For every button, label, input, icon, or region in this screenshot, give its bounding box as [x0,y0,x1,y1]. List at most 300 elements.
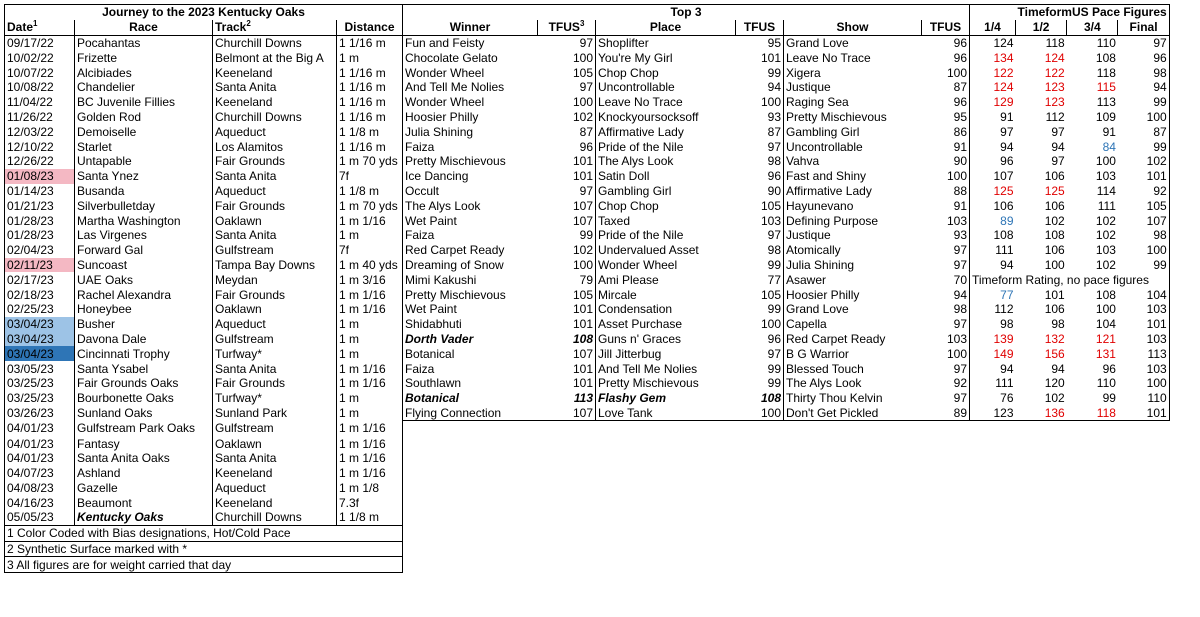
pace-final-cell: 100 [1118,376,1169,391]
pace-q3-cell: 102 [1095,257,1116,272]
pace-final-cell: 110 [1118,391,1169,406]
show-cell: Grand Love [784,302,922,317]
empty-cell [596,510,736,525]
winner-cell: Faiza [405,228,435,243]
distance-cell: 1 m 40 yds [337,258,403,273]
winner-cell: Chocolate Gelato [405,50,498,65]
empty-cell [403,510,538,525]
distance-cell: 1 m [337,332,403,347]
empty-cell [922,510,970,525]
place-tfus-cell: 100 [760,95,781,110]
empty-cell [596,481,736,496]
sheet-title: Journey to the 2023 Kentucky Oaks [5,5,403,20]
show-cell: Hoosier Philly [784,287,922,302]
pace-q1-cell: 149 [993,346,1014,361]
pace-q2-cell: 98 [1051,317,1065,332]
show-tfus-cell: 91 [922,198,970,213]
distance-cell: 1 m 70 yds [337,198,403,213]
table-row [5,228,1170,243]
winner-cell: Botanical [405,346,455,361]
date-cell: 02/11/23 [5,258,75,273]
show-tfus-cell: 70 [922,272,970,287]
distance-cell: 1 m 1/16 [337,213,403,228]
pace-q1-cell: 111 [995,243,1014,258]
date-cell: 01/08/23 [5,169,75,184]
winner-cell: Dreaming of Snow [405,257,504,272]
race-cell: Untapable [75,154,213,169]
show-tfus-cell: 103 [922,332,970,347]
track-cell: Fair Grounds [213,287,337,302]
race-cell: Busanda [75,184,213,199]
show-tfus-cell: 97 [922,391,970,406]
show-cell: Defining Purpose [784,213,922,228]
pace-q1-cell: 94 [1000,257,1014,272]
empty-cell [1118,495,1169,510]
place-cell: Pride of the Nile [596,139,736,154]
empty-cell [922,421,970,436]
pace-q2-cell: 122 [1044,65,1065,80]
place-tfus-cell: 98 [767,154,781,169]
empty-cell [736,421,784,436]
place-tfus-cell: 97 [767,228,781,243]
table-row [5,332,1170,347]
pace-q2-cell: 102 [1044,213,1065,228]
date-cell: 01/28/23 [5,213,75,228]
header-winner: Winner [403,20,538,35]
track-cell: Gulfstream [213,332,337,347]
distance-cell: 1 1/8 m [337,184,403,199]
empty-cell [1067,436,1118,451]
track-cell: Los Alamitos [213,139,337,154]
empty-cell [1016,421,1067,436]
show-cell: Julia Shining [784,258,922,273]
pace-q3-cell: 100 [1095,154,1116,169]
show-tfus-cell: 96 [922,35,970,50]
track-cell: Tampa Bay Downs [213,258,337,273]
date-cell: 02/04/23 [5,243,75,258]
empty-cell [970,495,1016,510]
header-q3: 3/4 [1067,20,1118,35]
distance-cell: 1 m 1/16 [337,287,403,302]
pace-q2-cell: 106 [1044,302,1065,317]
place-cell: Asset Purchase [596,317,736,332]
empty-cell [538,495,596,510]
place-cell: Guns n' Graces [596,332,736,347]
track-cell: Belmont at the Big A [213,50,337,65]
race-cell: Santa Ynez [75,169,213,184]
race-cell: Las Virgenes [75,228,213,243]
place-tfus-cell: 100 [736,406,784,421]
show-cell: Leave No Trace [784,50,922,65]
place-tfus-cell: 99 [767,65,781,80]
pace-q2-cell: 106 [1044,169,1065,184]
table-row [5,50,1170,65]
pace-final-cell: 98 [1118,65,1169,80]
winner-tfus-cell: 107 [572,346,593,361]
pace-q1-cell: 125 [993,183,1014,198]
track-cell: Gulfstream [213,243,337,258]
show-cell: Vahva [784,154,922,169]
show-cell: Red Carpet Ready [784,332,922,347]
show-cell: Affirmative Lady [784,184,922,199]
show-tfus-cell: 94 [922,287,970,302]
top3-title: Top 3 [403,5,970,20]
header-show: Show [784,20,922,35]
show-tfus-cell: 93 [922,228,970,243]
date-cell: 02/18/23 [5,287,75,302]
place-cell: Gambling Girl [596,184,736,199]
distance-cell: 1 m 1/16 [337,302,403,317]
date-cell: 02/17/23 [5,272,75,287]
pace-q1-cell: 76 [1000,391,1014,406]
winner-tfus-cell: 99 [579,228,593,243]
empty-cell [403,466,538,481]
place-tfus-cell: 97 [767,346,781,361]
distance-cell: 1 1/8 m [337,124,403,139]
pace-final-cell: 105 [1118,198,1169,213]
empty-cell [1016,466,1067,481]
winner-cell: Julia Shining [405,124,474,139]
pace-q1-cell: 97 [1000,124,1014,139]
track-cell: Fair Grounds [213,154,337,169]
distance-cell: 7f [337,243,403,258]
show-tfus-cell: 97 [922,317,970,332]
track-cell: Aqueduct [213,317,337,332]
pace-q1-cell: 96 [1000,154,1014,169]
track-cell: Turfway* [213,346,337,361]
show-cell: Gambling Girl [784,124,922,139]
table-row [5,35,1170,50]
pace-q3-cell: 102 [1095,213,1116,228]
place-cell: Leave No Trace [596,95,736,110]
pace-q2-cell: 102 [1044,391,1065,406]
pace-q3-cell: 113 [1096,95,1116,110]
empty-cell [922,495,970,510]
table-row [5,510,1170,525]
pace-final-cell: 103 [1118,302,1169,317]
pace-q3-cell: 111 [1097,198,1116,213]
pace-q1-cell: 108 [993,228,1014,243]
date-cell: 04/01/23 [5,451,75,466]
header-row [5,20,1170,35]
place-cell: You're My Girl [596,50,736,65]
header-place: Place [596,20,736,35]
distance-cell: 1 1/16 m [337,35,403,50]
winner-cell: Mimi Kakushi [405,272,477,287]
place-cell: And Tell Me Nolies [596,361,736,376]
empty-cell [970,421,1016,436]
place-tfus-cell: 99 [767,302,781,317]
place-cell: Taxed [596,213,736,228]
empty-cell [538,466,596,481]
table-row [5,110,1170,125]
pace-q1-cell: 134 [993,50,1014,65]
winner-cell: Fun and Feisty [405,35,485,50]
show-cell: Capella [784,317,922,332]
track-cell: Churchill Downs [213,35,337,50]
race-cell: Davona Dale [75,332,213,347]
track-cell: Keeneland [213,95,337,110]
empty-cell [538,510,596,525]
winner-cell: Botanical [405,391,460,406]
track-cell: Santa Anita [213,361,337,376]
empty-cell [596,495,736,510]
empty-cell [784,421,922,436]
pace-q1-cell: 122 [993,65,1014,80]
show-cell: The Alys Look [784,376,922,391]
place-tfus-cell: 100 [760,317,781,332]
pace-q1-cell: 124 [993,35,1014,50]
race-cell: Demoiselle [75,124,213,139]
table-row [5,272,1170,287]
show-cell: Atomically [784,243,922,258]
pace-q2-cell: 97 [1051,154,1065,169]
place-tfus-cell: 103 [760,213,781,228]
race-cell: Kentucky Oaks [75,510,213,525]
distance-cell: 1 1/8 m [337,510,403,525]
table-row [5,65,1170,80]
race-cell: Busher [75,317,213,332]
place-cell: Uncontrollable [596,80,736,95]
distance-cell: 1 m 3/16 [337,272,403,287]
table-row [5,80,1170,95]
date-cell: 03/25/23 [5,376,75,391]
table-row [5,139,1170,154]
pace-q2-cell: 94 [1051,361,1065,376]
distance-cell: 7.3f [337,495,403,510]
pace-final-cell: 99 [1118,139,1169,154]
distance-cell: 1 m 1/8 [337,481,403,496]
winner-tfus-cell: 101 [572,169,593,184]
race-cell: Frizette [75,50,213,65]
winner-cell: Dorth Vader [405,331,474,346]
empty-cell [403,495,538,510]
track-cell: Fair Grounds [213,198,337,213]
empty-cell [970,510,1016,525]
footnote: 2 Synthetic Surface marked with * [5,541,403,557]
winner-tfus-cell: 100 [572,95,593,110]
empty-cell [1118,451,1169,466]
winner-cell: Ice Dancing [405,169,469,184]
winner-tfus-cell: 101 [572,376,593,391]
pace-q1-cell: 77 [1000,287,1014,302]
date-cell: 09/17/22 [5,35,75,50]
pace-final-cell: 100 [1118,243,1169,258]
place-tfus-cell: 99 [767,376,781,391]
pace-final-cell: 113 [1118,346,1169,361]
table-row [5,317,1170,332]
track-cell: Keeneland [213,466,337,481]
place-cell: Undervalued Asset [596,243,736,258]
pace-q1-cell: 106 [993,198,1014,213]
winner-cell: Wonder Wheel [405,65,485,80]
show-tfus-cell: 100 [922,346,970,361]
race-cell: Honeybee [75,302,213,317]
winner-cell: Wet Paint [405,302,457,317]
show-cell: Blessed Touch [784,361,922,376]
distance-cell: 1 m 1/16 [337,436,403,451]
pace-q2-cell: 97 [1051,124,1065,139]
show-tfus-cell: 98 [922,302,970,317]
pace-final-cell: 102 [1118,154,1169,169]
footnote-row [5,541,1170,557]
empty-cell [922,481,970,496]
pace-q1-cell: 89 [1000,213,1014,228]
winner-cell: Faiza [405,139,435,154]
distance-cell: 1 m [337,317,403,332]
pace-final-cell: 99 [1118,95,1169,110]
show-cell: Justique [784,228,922,243]
footnotes [5,525,1170,572]
winner-tfus-cell: 105 [572,287,593,302]
pace-q3-cell: 103 [1095,169,1116,184]
pace-q3-cell: 91 [1102,124,1116,139]
empty-cell [736,466,784,481]
place-tfus-cell: 93 [767,109,781,124]
race-cell: Starlet [75,139,213,154]
race-cell: Fair Grounds Oaks [75,376,213,391]
pace-final-cell: 101 [1118,169,1169,184]
distance-cell: 1 1/16 m [337,95,403,110]
place-tfus-cell: 108 [760,391,781,406]
distance-cell: 1 m 1/16 [337,376,403,391]
table-row [5,154,1170,169]
table-row [5,184,1170,199]
table-row [5,213,1170,228]
empty-cell [736,436,784,451]
winner-cell: Occult [405,183,440,198]
show-cell: Raging Sea [784,95,922,110]
winner-tfus-cell: 107 [572,213,593,228]
place-cell: Knockyoursocksoff [596,110,736,125]
pace-final-cell: 107 [1118,213,1169,228]
date-cell: 12/26/22 [5,154,75,169]
empty-cell [1067,451,1118,466]
date-cell: 03/04/23 [5,346,75,361]
show-tfus-cell: 86 [922,124,970,139]
pace-q3-cell: 115 [1096,80,1116,95]
show-cell: Xigera [784,65,922,80]
empty-cell [596,436,736,451]
empty-cell [1067,466,1118,481]
header-track: Track$^2$ [213,20,337,35]
pace-final-cell: 103 [1118,361,1169,376]
pace-q3-cell: 131 [1095,346,1116,361]
show-tfus-cell: 96 [922,50,970,65]
empty-cell [970,451,1016,466]
winner-tfus-cell: 108 [572,331,593,346]
footnote: 1 Color Coded with Bias designations, Hot/Cold Pace [5,525,403,541]
race-cell: Rachel Alexandra [75,287,213,302]
pace-q3-cell: 108 [1095,287,1116,302]
header-q1: 1/4 [970,20,1016,35]
title-row [5,5,1170,20]
date-cell: 11/26/22 [5,110,75,125]
winner-cell: Hoosier Philly [405,109,479,124]
race-cell: Santa Anita Oaks [75,451,213,466]
race-cell: Gazelle [75,481,213,496]
pace-q3-cell: 121 [1095,331,1116,346]
track-cell: Sunland Park [213,406,337,421]
date-cell: 05/05/23 [5,510,75,525]
table-row [5,421,1170,436]
show-tfus-cell: 91 [922,139,970,154]
pace-q3-cell: 109 [1095,109,1116,124]
pace-q2-cell: 132 [1044,331,1065,346]
track-cell: Oaklawn [213,302,337,317]
winner-cell: And Tell Me Nolies [405,80,505,95]
pace-q2-cell: 101 [1044,287,1065,302]
pace-q3-cell: 103 [1095,243,1116,258]
table-row [5,124,1170,139]
table-row [5,243,1170,258]
distance-cell: 1 m [337,228,403,243]
empty-cell [403,451,538,466]
empty-cell [1067,481,1118,496]
date-cell: 03/26/23 [5,406,75,421]
date-cell: 04/01/23 [5,421,75,436]
pace-q3-cell: 102 [1095,228,1116,243]
show-tfus-cell: 103 [922,213,970,228]
show-cell: Don't Get Pickled [784,406,922,421]
track-cell: Gulfstream [213,421,337,436]
track-cell: Turfway* [213,391,337,406]
empty-cell [970,481,1016,496]
pace-q2-cell: 106 [1044,243,1065,258]
pace-q2-cell: 123 [1044,80,1065,95]
place-cell: Satin Doll [596,169,736,184]
place-cell: Flashy Gem [596,391,736,406]
empty-cell [922,451,970,466]
track-cell: Santa Anita [213,169,337,184]
place-tfus-cell: 96 [767,331,781,346]
track-cell: Oaklawn [213,436,337,451]
show-tfus-cell: 89 [922,406,970,421]
winner-tfus-cell: 101 [572,317,593,332]
place-cell: Shoplifter [596,35,736,50]
date-cell: 02/25/23 [5,302,75,317]
table-row [5,287,1170,302]
place-cell: Mircale [596,287,736,302]
empty-cell [1016,495,1067,510]
empty-cell [1118,466,1169,481]
place-cell: Pride of the Nile [596,228,736,243]
pace-q3-cell: 104 [1095,317,1116,332]
header-final: Final [1118,20,1169,35]
empty-cell [784,436,922,451]
empty-cell [596,421,736,436]
pace-q3-cell: 100 [1095,302,1116,317]
show-tfus-cell: 90 [922,154,970,169]
empty-cell [922,436,970,451]
date-cell: 12/03/22 [5,124,75,139]
distance-cell: 1 m [337,406,403,421]
place-tfus-cell: 98 [767,243,781,258]
table-row [5,376,1170,391]
pace-q1-cell: 129 [993,95,1014,110]
pace-q2-cell: 125 [1044,183,1065,198]
track-cell: Meydan [213,272,337,287]
winner-tfus-cell: 102 [572,109,593,124]
header-race: Race [75,20,213,35]
distance-cell: 1 1/16 m [337,110,403,125]
show-tfus-cell: 97 [922,258,970,273]
distance-cell: 1 m [337,50,403,65]
show-tfus-cell: 95 [922,110,970,125]
distance-cell: 1 m 1/16 [337,451,403,466]
race-cell: Forward Gal [75,243,213,258]
distance-cell: 7f [337,169,403,184]
